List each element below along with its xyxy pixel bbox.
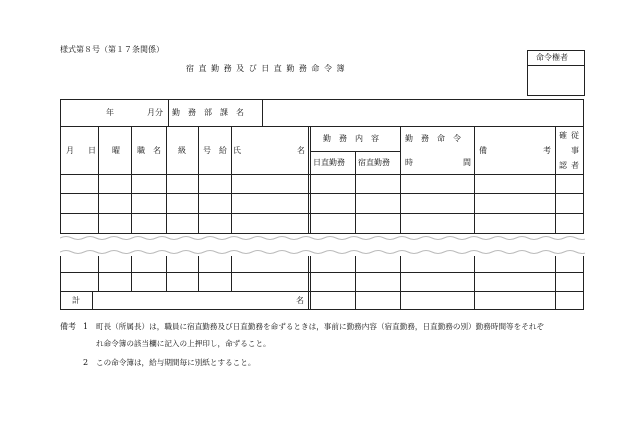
col-duty-content: 勤 務 内 容 <box>323 134 379 143</box>
col-name-right: 名 <box>297 146 305 155</box>
col-day: 日 <box>88 146 96 155</box>
table-break <box>60 234 585 256</box>
notes-label: 備考 <box>60 322 76 331</box>
col-rank: 職 名 <box>137 146 161 155</box>
col-step: 号 給 <box>203 146 227 155</box>
note-2-text: この命令簿は，給与期間毎に別紙とすること。 <box>96 358 256 367</box>
note-1-line-1: 町長（所属長）は，職員に宿直勤務及び日直勤務を命ずるときは，事前に勤務内容（宿直勤務，日直勤務の別）勤務時間等をそれぞ <box>96 322 545 331</box>
col-worker-1: 従 <box>571 131 579 140</box>
note-2-number: 2 <box>83 358 89 367</box>
note-1-line-2: れ命令簿の該当欄に記入の上押印し，命ずること。 <box>96 339 271 348</box>
col-night-duty: 宿直勤務 <box>358 158 390 167</box>
total-label: 計 <box>72 296 80 305</box>
col-day-duty: 日直勤務 <box>313 158 345 167</box>
form-number: 様式第８号（第１７条関係） <box>60 45 164 54</box>
col-remarks-left: 備 <box>479 146 487 155</box>
col-time-label: 時 <box>405 158 413 167</box>
col-grade: 級 <box>178 146 186 155</box>
note-1-number: 1 <box>83 322 89 331</box>
month-label: 月分 <box>147 108 163 117</box>
col-remarks-right: 考 <box>543 146 551 155</box>
col-confirm-1: 確 <box>559 131 567 140</box>
col-weekday: 曜 <box>112 146 120 155</box>
col-name-left: 氏 <box>233 146 241 155</box>
dept-label: 勤 務 部 課 名 <box>172 108 244 117</box>
year-label: 年 <box>106 108 114 117</box>
col-order-label: 勤 務 命 令 <box>405 134 461 143</box>
approver-label: 命令権者 <box>536 53 568 62</box>
col-confirm-2: 認 <box>559 161 567 170</box>
total-name-suffix: 名 <box>296 296 304 305</box>
col-worker-2: 事 <box>571 146 579 155</box>
page-title: 宿 直 勤 務 及 び 日 直 勤 務 命 令 簿 <box>186 64 346 73</box>
col-worker-3: 者 <box>571 161 579 170</box>
col-interval-label: 間 <box>463 158 471 167</box>
col-month: 月 <box>66 146 74 155</box>
